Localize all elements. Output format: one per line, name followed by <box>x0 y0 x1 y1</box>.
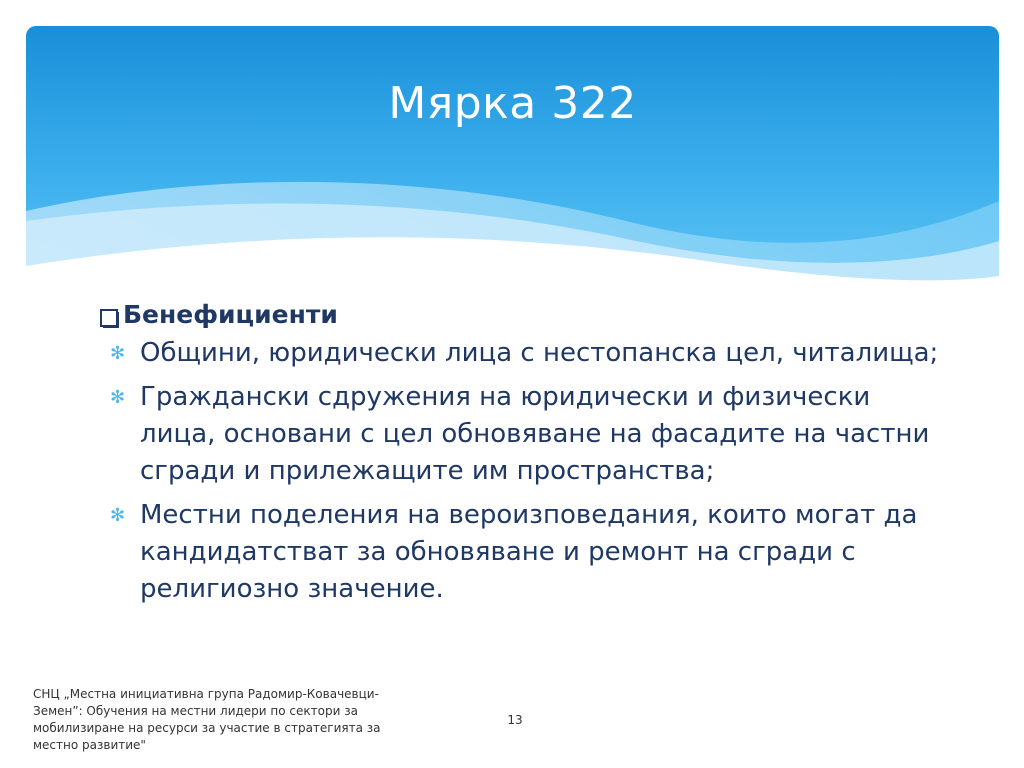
page-number: 13 <box>507 713 523 727</box>
asterisk-bullet-icon: ✻ <box>110 505 126 526</box>
wave-background <box>26 26 999 286</box>
section-heading-text: Бенефициенти <box>123 300 338 329</box>
bullet-item <box>100 379 940 490</box>
footer-note: СНЦ „Местна инициативна група Радомир-Ковачевци-Земен”: Обучения на местни лидери по сектори за мобилизиране на ресурси за участие в стратегията за местно развитие" <box>33 687 381 752</box>
bullet-list <box>100 335 940 608</box>
bullet-item <box>100 497 940 608</box>
section-heading <box>100 300 940 329</box>
header-banner <box>26 26 999 286</box>
bullet-text: Граждански сдружения на юридически и физически лица, основани с цел обновяване на фасадите на частни сгради и прилежащите им пространства; <box>140 382 930 486</box>
bullet-text: Общини, юридически лица с нестопанска цел, читалища; <box>140 338 939 368</box>
bullet-item <box>100 335 940 372</box>
checkbox-icon <box>100 306 120 326</box>
slide-title: Мярка 322 <box>388 78 637 129</box>
asterisk-bullet-icon: ✻ <box>110 387 126 408</box>
slide-content <box>100 300 940 615</box>
asterisk-bullet-icon: ✻ <box>110 343 126 364</box>
bullet-text: Местни поделения на вероизповедания, които могат да кандидатстват за обновяване и ремонт на сгради с религиозно значение. <box>140 500 918 604</box>
